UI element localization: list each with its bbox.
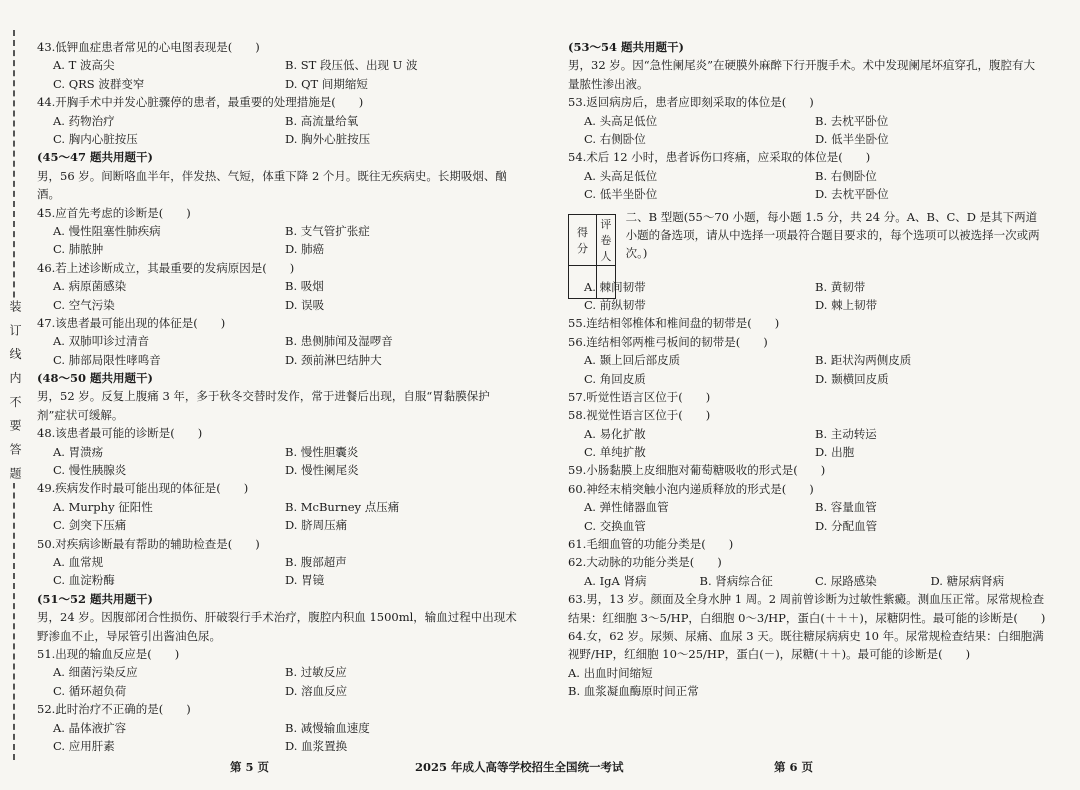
- option: D. 分配血管: [815, 518, 878, 533]
- option-row: [568, 278, 1046, 296]
- option: D. 出胞: [815, 445, 855, 460]
- option: D. 颞横回皮质: [815, 371, 889, 386]
- option: C. QRS 波群变窄: [53, 76, 145, 91]
- question-stem: 62.大动脉的功能分类是( ): [568, 555, 722, 570]
- option: C. 低半坐卧位: [584, 187, 658, 202]
- question-stem: 52.此时治疗不正确的是( ): [37, 702, 191, 717]
- option: B. 吸烟: [285, 279, 324, 294]
- option: B. 患侧肺闻及湿啰音: [285, 334, 393, 349]
- option-row: [37, 296, 517, 314]
- case-paragraph: 男，56 岁。间断咯血半年，伴发热、气短，体重下降 2 个月。既往无疾病史。长期吸烟、酗酒。: [37, 168, 507, 202]
- option: A. 慢性阻塞性肺疾病: [53, 223, 161, 238]
- option: C. 血淀粉酶: [53, 573, 115, 588]
- option-row: [37, 240, 517, 258]
- option: C. 慢性胰腺炎: [53, 463, 127, 478]
- option-row: [37, 498, 517, 516]
- question-stem: 47.该患者最可能出现的体征是( ): [37, 315, 226, 330]
- question-stem: 46.若上述诊断成立，其最重要的发病原因是( ): [37, 260, 295, 275]
- option: B. 黄韧带: [815, 279, 866, 294]
- exam-title-footer: 2025 年成人高等学校招生全国统一考试: [415, 760, 624, 774]
- question-stem: 57.听觉性语言区位于( ): [568, 389, 711, 404]
- right-column-page-6: [568, 38, 1046, 701]
- option-row: [568, 572, 1046, 590]
- question-stem: B. 血浆凝血酶原时间正常: [568, 684, 699, 699]
- option: B. 去枕平卧位: [815, 113, 889, 128]
- option: C. 应用肝素: [53, 738, 115, 753]
- option-row: [568, 517, 1046, 535]
- option: B. 距状沟两侧皮质: [815, 353, 912, 368]
- option-row: [37, 75, 517, 93]
- score-label: 得 分: [569, 214, 597, 265]
- option: C. 胸内心脏按压: [53, 131, 138, 146]
- option: D. 胃镜: [285, 573, 325, 588]
- case-paragraph: 63.男，13 岁。颜面及全身水肿 1 周。2 周前曾诊断为过敏性紫癜。测血压正常。尿常规检查结果：红细胞 3～5/HP，白细胞 0～3/HP，蛋白(＋＋＋)，尿糖阴性。最可能的诊断是( ): [568, 592, 1046, 625]
- option: A. 头高足低位: [584, 113, 658, 128]
- question-stem: 54.术后 12 小时，患者诉伤口疼痛，应采取的体位是( ): [568, 150, 871, 165]
- option-row: [568, 498, 1046, 516]
- section-2-header: [568, 208, 1046, 278]
- option: B. 减慢输血速度: [285, 720, 370, 735]
- option-row: [37, 682, 517, 700]
- case-paragraph: 男，32 岁。因“急性阑尾炎”在硬膜外麻醉下行开腹手术。术中发现阑尾坏疽穿孔，腹腔有大量脓性渗出液。: [568, 58, 1036, 91]
- option-row: [37, 571, 517, 589]
- question-stem: 58.视觉性语言区位于( ): [568, 408, 711, 423]
- option-row: [37, 461, 517, 479]
- option-row: [37, 719, 517, 737]
- option-row: [37, 553, 517, 571]
- question-stem: 44.开胸手术中并发心脏骤停的患者，最重要的处理措施是( ): [37, 95, 364, 110]
- option: A. 颞上回后部皮质: [584, 353, 681, 368]
- option: D. 胸外心脏按压: [285, 131, 371, 146]
- case-paragraph: 男，52 岁。反复上腹痛 3 年，多于秋冬交替时发作，常于进餐后出现，自服“胃黏膜保护剂”症状可缓解。: [37, 389, 490, 422]
- binding-warning-text: 装 订 线 内 不 要 答 题: [4, 300, 24, 483]
- option: B. McBurney 点压痛: [285, 499, 400, 514]
- option-row: [37, 351, 517, 369]
- question-stem: 45.应首先考虑的诊断是( ): [37, 205, 191, 220]
- option: D. 慢性阑尾炎: [285, 463, 359, 478]
- option: B. 高流量给氧: [285, 113, 359, 128]
- shared-stem-heading: (51～52 题共用题干): [37, 591, 153, 606]
- question-stem: 48.该患者最可能的诊断是( ): [37, 426, 203, 441]
- question-stem: 43.低钾血症患者常见的心电图表现是( ): [37, 40, 260, 54]
- option: B. 肾病综合征: [699, 573, 773, 588]
- option: A. 晶体液扩容: [53, 720, 127, 735]
- question-stem: 59.小肠黏膜上皮细胞对葡萄糖吸收的形式是( ): [568, 463, 826, 478]
- option-row: [568, 351, 1046, 369]
- question-stem: 60.神经末梢突触小泡内递质释放的形式是( ): [568, 481, 814, 496]
- option-row: [37, 443, 517, 461]
- option-row: [37, 516, 517, 534]
- option: C. 肺脓肿: [53, 242, 104, 257]
- option: C. 空气污染: [53, 297, 115, 312]
- option: A. 病原菌感染: [53, 279, 127, 294]
- option: B. 腹部超声: [285, 555, 347, 569]
- option-row: [37, 663, 517, 681]
- option-row: [37, 56, 517, 74]
- shared-stem-heading: (45～47 题共用题干): [37, 150, 153, 165]
- option: B. 容量血管: [815, 500, 877, 515]
- question-stem: A. 出血时间缩短: [568, 665, 653, 680]
- section-2-instructions: 二、B 型题(55～70 小题，每小题 1.5 分，共 24 分。A、B、C、D 是其下两道小题的备选项，请从中选择一项最符合题目要求的，每个选项可以被选择一次或两次。): [625, 209, 1040, 261]
- option: C. 交换血管: [584, 518, 646, 533]
- case-paragraph: 64.女，62 岁。尿频、尿痛、血尿 3 天。既往糖尿病病史 10 年。尿常规检查结果：白细胞满视野/HP，红细胞 10～25/HP，蛋白(－)，尿糖(＋＋)。最可能的诊断是( ): [568, 629, 1044, 662]
- question-stem: 56.连结相邻两椎弓板间的韧带是( ): [568, 334, 768, 349]
- option: D. 低半坐卧位: [815, 131, 889, 146]
- option-row: [37, 277, 517, 295]
- option: A. 胃溃疡: [53, 444, 104, 459]
- binding-margin: [0, 0, 30, 790]
- grader-label: 评卷人: [597, 214, 616, 265]
- option: C. 单纯扩散: [584, 445, 646, 460]
- option: A. 易化扩散: [584, 426, 646, 441]
- question-stem: 50.对疾病诊断最有帮助的辅助检查是( ): [37, 536, 260, 551]
- option: B. 慢性胆囊炎: [285, 444, 359, 459]
- option: C. 前纵韧带: [584, 297, 646, 312]
- option-row: [568, 443, 1046, 461]
- option-row: [568, 425, 1046, 443]
- option: A. IgA 肾病: [584, 573, 647, 588]
- option: B. 主动转运: [815, 426, 877, 441]
- option: A. 血常规: [53, 555, 104, 569]
- case-paragraph: 男，24 岁。因腹部闭合性损伤、肝破裂行手术治疗，腹腔内积血 1500ml，输血过程中出现术野渗血不止，导尿管引出酱油色尿。: [37, 610, 517, 643]
- question-stem: 61.毛细血管的功能分类是( ): [568, 537, 734, 552]
- option: D. 糖尿病肾病: [930, 573, 1005, 588]
- option: C. 剑突下压痛: [53, 518, 127, 533]
- option: A. 棘间韧带: [584, 279, 646, 294]
- option: A. T 波高尖: [53, 58, 115, 73]
- option: B. 支气管扩张症: [285, 223, 370, 238]
- option: D. 溶血反应: [285, 683, 348, 698]
- option: D. 血浆置换: [285, 738, 348, 753]
- option: D. 去枕平卧位: [815, 187, 889, 202]
- option: D. 颈前淋巴结肿大: [285, 352, 382, 367]
- option: C. 尿路感染: [815, 573, 877, 588]
- option-row: [568, 167, 1046, 185]
- question-stem: 51.出现的输血反应是( ): [37, 646, 180, 661]
- option: D. 脐周压痛: [285, 518, 348, 533]
- page-number-left: 第 5 页: [230, 760, 270, 774]
- right-column-questions-55-64: [568, 278, 1046, 701]
- option: D. 误吸: [285, 297, 325, 312]
- option: B. ST 段压低、出现 U 波: [285, 58, 418, 73]
- option-row: [37, 222, 517, 240]
- option-row: [37, 112, 517, 130]
- shared-stem-heading: (53～54 题共用题干): [568, 40, 684, 54]
- option-row: [568, 296, 1046, 314]
- option: A. Murphy 征阳性: [53, 499, 153, 514]
- shared-stem-heading: (48～50 题共用题干): [37, 371, 153, 386]
- option-row: [568, 370, 1046, 388]
- right-column-questions-53-54: [568, 38, 1046, 204]
- option-row: [37, 332, 517, 350]
- question-stem: 49.疾病发作时最可能出现的体征是( ): [37, 481, 249, 496]
- option: C. 右侧卧位: [584, 131, 646, 146]
- option: C. 角回皮质: [584, 371, 646, 386]
- option: D. 棘上韧带: [815, 297, 878, 312]
- option: C. 循环超负荷: [53, 683, 127, 698]
- option-row: [37, 130, 517, 148]
- option: A. 头高足低位: [584, 168, 658, 183]
- question-stem: 53.返回病房后，患者应即刻采取的体位是( ): [568, 95, 814, 110]
- option: D. 肺癌: [285, 242, 325, 257]
- option: B. 右侧卧位: [815, 168, 877, 183]
- option: A. 细菌污染反应: [53, 665, 138, 680]
- option: A. 弹性储器血管: [584, 500, 669, 515]
- left-column-page-5: [37, 38, 517, 755]
- option: D. QT 间期缩短: [285, 76, 368, 91]
- option: A. 双肺叩诊过清音: [53, 334, 150, 349]
- option: B. 过敏反应: [285, 665, 347, 680]
- page-number-right: 第 6 页: [774, 760, 814, 774]
- option: C. 肺部局限性哮鸣音: [53, 352, 161, 367]
- option-row: [568, 130, 1046, 148]
- option-row: [568, 185, 1046, 203]
- option: A. 药物治疗: [53, 113, 115, 128]
- option-row: [568, 112, 1046, 130]
- question-stem: 55.连结相邻椎体和椎间盘的韧带是( ): [568, 316, 780, 331]
- option-row: [37, 737, 517, 755]
